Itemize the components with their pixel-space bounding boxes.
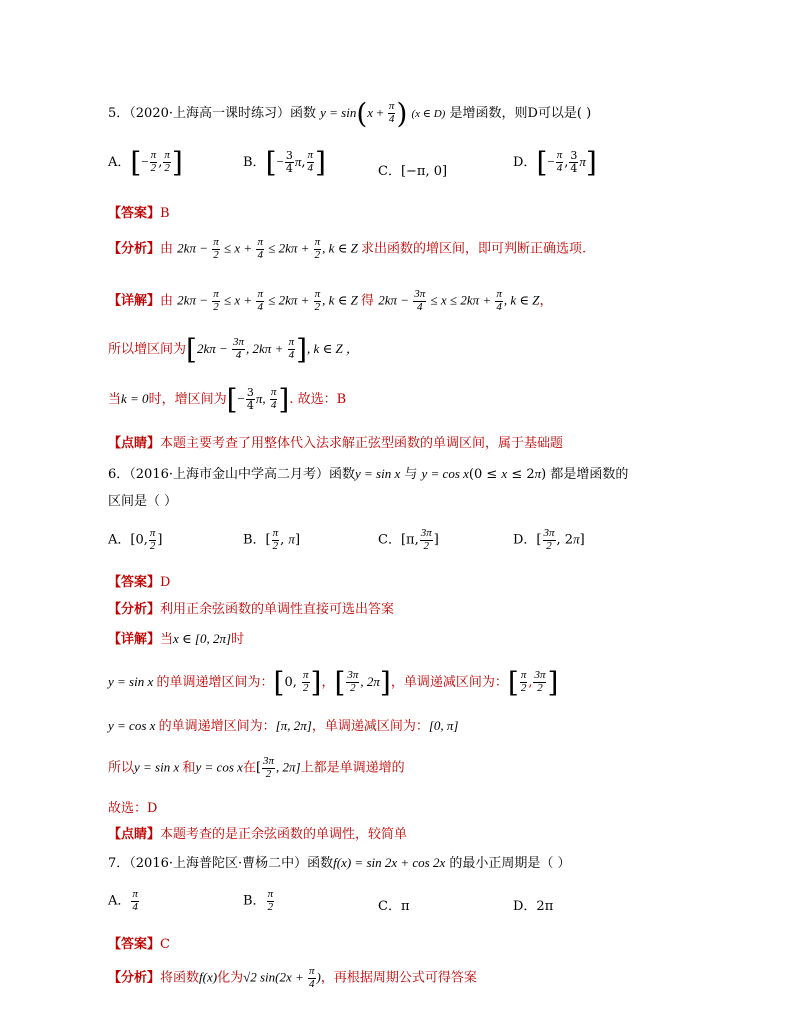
q5-option-b[interactable]: B．[− $\frac{3}{4}$ π, $\frac{\pi}{4}$ ]	[243, 146, 326, 179]
k0-post: . 故选：B	[289, 392, 347, 407]
q6-option-a-label: A．[0,	[108, 532, 148, 548]
q5-option-d-label: D．	[513, 155, 537, 170]
q7-option-c[interactable]: C．π	[378, 899, 410, 914]
q5-stem-suffix: 是增函数，则D可以是( )	[449, 106, 592, 121]
q7-option-b-label: B．	[243, 893, 266, 909]
q7-stem-suffix: 的最小正周期是（ ）	[449, 856, 571, 871]
q6-stem-line2: 区间是（ ）	[108, 494, 178, 509]
q6-cos-line: y = cos x 的单调递增区间为：[π, 2π]，单调递减区间为：[0, π]	[108, 718, 459, 734]
q7-option-d[interactable]: D．2π	[513, 899, 554, 914]
q5-option-d[interactable]: D．[− $\frac{\pi}{4}$ , $\frac{3}{4}$ π]	[513, 146, 597, 179]
q7-analysis: 【分析】将函数f(x)化为√2 sin(2x + $\frac{\pi}{4}$ )，再根据周期公式可得答案	[108, 965, 477, 990]
q6-stem-prefix: 6．（2016·上海市金山中学高二月考）函数	[108, 467, 355, 482]
q5-interval: 所以增区间为[2kπ − $\frac{3\pi}{4}$ , 2kπ + $\frac{\pi}{4}$ ], k ∈ Z ，	[108, 333, 359, 366]
q7-answer	[108, 933, 170, 952]
q7-option-a-label: A．	[108, 893, 131, 909]
analysis-tag: 【分析】	[108, 602, 161, 617]
q5-option-a[interactable]: A．[− $\frac{\pi}{2}$ , $\frac{\pi}{2}$ ]	[108, 146, 183, 179]
sin-inc-pre: 的单调递增区间为：	[156, 675, 274, 690]
q5-analysis: 【分析】由 2kπ − $\frac{\pi}{2}$ ≤ x + $\frac{\pi}{4}$ ≤ 2kπ + $\frac{\pi}{2}$ , k ∈ Z 求出函数的增区间，即可判断正确选项.	[108, 236, 587, 261]
both-and: 和	[182, 760, 196, 776]
comment-text: 本题主要考查了用整体代入法求解正弦型函数的单调区间，属于基础题	[160, 436, 564, 451]
q5-option-a-label: A．	[108, 155, 131, 170]
both-pre: 所以	[108, 760, 135, 776]
q6-choose: 故选：D	[108, 801, 158, 816]
q6-sin-line: y = sin x 的单调递增区间为：[0, $\frac{\pi}{2}$ ]，[ $\frac{3\pi}{2}$ , 2π]，单调递减区间为：[ $\frac{\pi}{2}$ , $\frac{3\pi}{2}$ ]	[108, 666, 559, 699]
detail-mid: 得	[361, 293, 375, 309]
answer-tag: 【答案】	[108, 575, 161, 590]
detail-tag: 【详解】	[108, 632, 161, 647]
q6-analysis	[108, 598, 394, 617]
comment-text: 本题考查的是正余弦函数的单调性，较简单	[160, 827, 408, 842]
q6-option-b[interactable]: B．[ $\frac{\pi}{2}$ , π]	[243, 527, 301, 552]
q5-stem-domain: (x ∈ D)	[411, 108, 446, 120]
q5-stem-func: y = sin	[320, 105, 357, 120]
answer-tag: 【答案】	[108, 937, 161, 952]
q5-stem: 5．（2020·上海高一课时练习）函数 y = sin(x + $\frac{\pi}{4}$ ) (x ∈ D) 是增函数，则D可以是( )	[108, 97, 592, 130]
q6-comment	[108, 823, 407, 842]
answer-value: B	[160, 206, 170, 221]
q6-option-b-label: B．[	[243, 532, 271, 548]
analysis-pre: 由	[160, 241, 174, 257]
analysis-text: 利用正余弦函数的单调性直接可选出答案	[160, 602, 395, 617]
k0-mid: 时，增区间为	[148, 392, 227, 407]
q7-stem-prefix: 7．（2016·上海普陀区·曹杨二中）函数	[108, 856, 334, 871]
q6-both-line: 所以y = sin x 和y = cos x在[ $\frac{3\pi}{2}$ , 2π]上都是单调递增的	[108, 755, 405, 780]
q6-detail: 【详解】当x ∈ [0, 2π]时	[108, 631, 245, 647]
interval-pre: 所以增区间为	[108, 342, 187, 357]
q6-option-d[interactable]: D．[ $\frac{3\pi}{2}$ , 2π]	[513, 527, 585, 552]
q6-option-a[interactable]: A．[0, $\frac{\pi}{2}$ ]	[108, 527, 163, 552]
cos-dec-pre: ，单调递减区间为：	[311, 719, 429, 734]
q5-option-b-label: B．	[243, 155, 266, 170]
q7-option-a[interactable]: A． $\frac{\pi}{4}$	[108, 888, 138, 913]
both-in: 在	[242, 760, 256, 776]
q5-option-c[interactable]: C．[−π, 0]	[378, 164, 448, 179]
analysis-mid: 化为	[217, 970, 244, 986]
comment-tag: 【点睛】	[108, 436, 161, 451]
analysis-post: 求出函数的增区间，即可判断正确选项.	[361, 241, 587, 257]
q6-option-d-label: D．[	[513, 532, 542, 548]
q6-stem-mid: 都是增函数的	[550, 467, 629, 482]
analysis-tag: 【分析】	[108, 970, 161, 986]
q6-option-c-label: C．[π,	[378, 532, 419, 548]
q6-stem: 6．（2016·上海市金山中学高二月考）函数y = sin x 与 y = cos x(0 ≤ x ≤ 2π) 都是增函数的	[108, 466, 629, 482]
q5-stem-prefix: 5．（2020·上海高一课时练习）函数	[108, 106, 316, 121]
detail-tag: 【详解】	[108, 293, 161, 309]
q7-option-b[interactable]: B． $\frac{\pi}{2}$	[243, 888, 274, 913]
detail-end: ，	[539, 293, 553, 309]
interval-post: k ∈ Z ，	[313, 341, 359, 356]
both-post: 上都是单调递增的	[300, 760, 405, 776]
detail-pre: 由	[160, 293, 174, 309]
q6-answer	[108, 571, 170, 590]
q5-answer	[108, 202, 170, 221]
q7-stem: 7．（2016·上海普陀区·曹杨二中）函数f(x) = sin 2x + cos 2x 的最小正周期是（ ）	[108, 855, 571, 871]
k0-pre: 当	[108, 392, 122, 407]
detail-post: 时	[231, 632, 245, 647]
analysis-pre: 将函数	[160, 970, 200, 986]
answer-value: C	[160, 937, 170, 952]
cos-inc-pre: 的单调递增区间为：	[158, 719, 276, 734]
detail-pre: 当	[160, 632, 174, 647]
q6-option-c[interactable]: C．[π, $\frac{3\pi}{2}$ ]	[378, 527, 439, 552]
comment-tag: 【点睛】	[108, 827, 161, 842]
q5-k0: 当k = 0时，增区间为[− $\frac{3}{4}$ π, $\frac{\pi}{4}$ ]. 故选：B	[108, 383, 347, 416]
q5-detail: 【详解】由 2kπ − $\frac{\pi}{2}$ ≤ x + $\frac{\pi}{4}$ ≤ 2kπ + $\frac{\pi}{2}$ , k ∈ Z 得 2kπ − $\frac{3\pi}{4}$ ≤ x ≤ 2kπ + $\frac{\pi}{4}$ , k ∈ Z，	[108, 288, 553, 313]
answer-value: D	[160, 575, 171, 590]
analysis-post: ，再根据周期公式可得答案	[320, 970, 477, 986]
analysis-tag: 【分析】	[108, 241, 161, 257]
sin-dec-pre: ，单调递减区间为：	[390, 675, 508, 690]
answer-tag: 【答案】	[108, 206, 161, 221]
q5-comment	[108, 432, 563, 451]
